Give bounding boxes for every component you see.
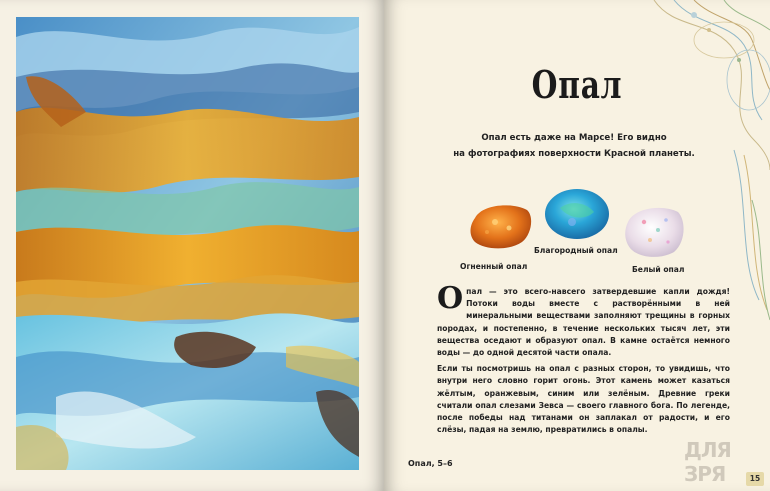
footer-reference: Опал, 5–6	[408, 459, 453, 468]
fire-opal-stone	[467, 200, 535, 252]
intro-line-1: Опал есть даже на Марсе! Его видно	[481, 133, 667, 143]
page-title: Опал	[531, 62, 623, 107]
watermark: ДЛЯ ЗРЯ	[684, 438, 731, 486]
intro-text	[424, 130, 724, 162]
drop-cap: О	[437, 281, 464, 316]
paragraph-1-text: пал — это всего-навсего затвердевшие капли дождя! Потоки воды вместе с растворёнными в ней минеральными веществами заполняют трещины в горных породах, и постепенно, в течение нескольких тысяч лет, эти вещества оседают и образуют опал. В камне остаётся немного воды — до одной десятой части опала.	[437, 287, 730, 358]
paragraph-2: Если ты посмотришь на опал с разных сторон, то увидишь, что внутри него словно горит огонь. Этот камень может казаться жёлтым, оранжевым, синим или зелёным. Древние греки считали опал слезами Зевса — своего главного бога. По легенде, после победы над титанами он заплакал от радости, и его слёзы, падая на землю, превратились в опалы.	[437, 364, 730, 435]
white-opal-stone	[622, 202, 688, 260]
left-page	[0, 0, 384, 491]
intro-line-2: на фотографиях поверхности Красной планеты.	[453, 149, 695, 159]
paragraph-1	[437, 281, 730, 359]
right-page	[384, 0, 770, 491]
noble-opal-stone	[542, 186, 612, 242]
article-body	[437, 281, 730, 440]
noble-opal-label: Благородный опал	[534, 246, 618, 255]
fire-opal-label: Огненный опал	[460, 262, 528, 271]
opal-photo	[16, 17, 359, 470]
white-opal-label: Белый опал	[632, 265, 685, 274]
page-number: 15	[746, 472, 764, 486]
